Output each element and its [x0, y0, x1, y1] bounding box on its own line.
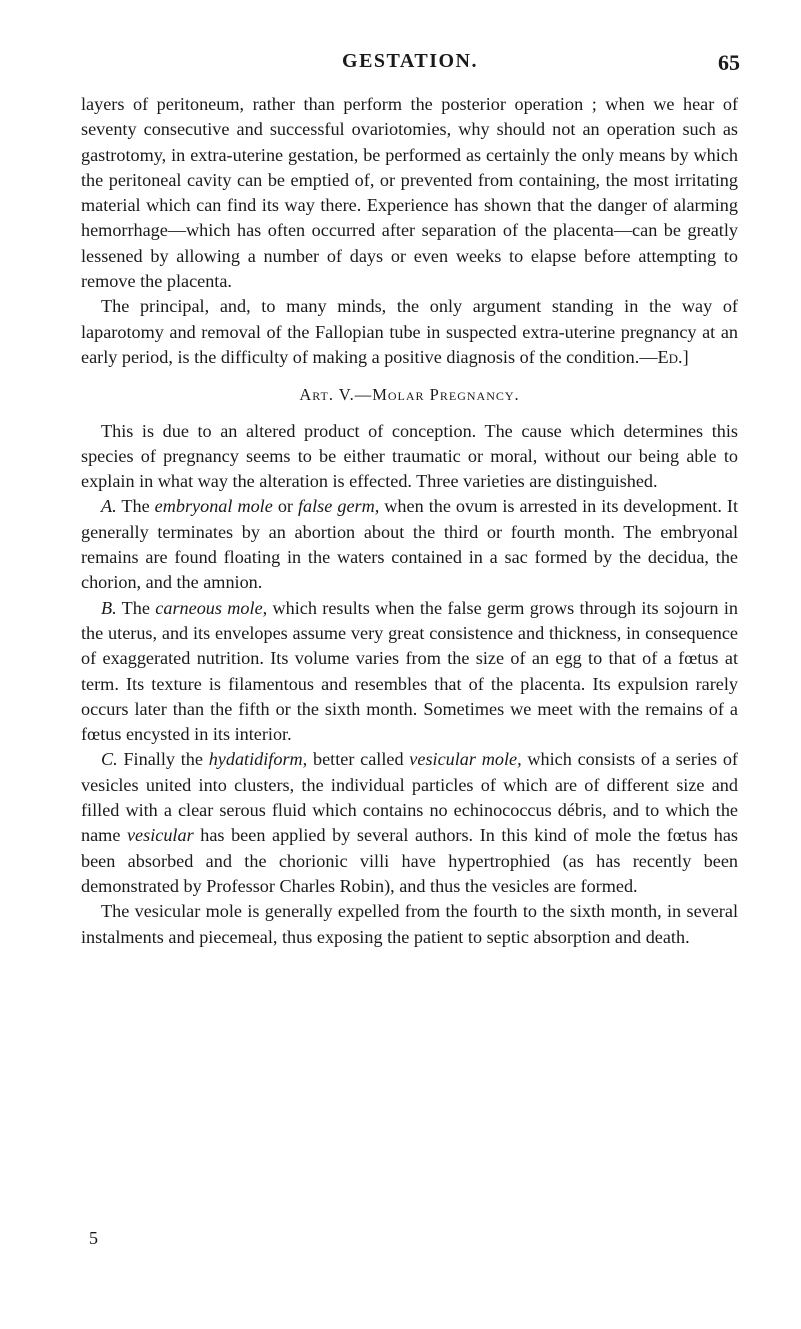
paragraph-text: has been applied by several authors. In this kind of mole the fœtus has been absorbed and the chorionic villi have hypertrophied (as has recently been demonstrated by Professor Charles Robin), and thus the vesicles are formed.: [81, 825, 738, 896]
paragraph-variety-a: [81, 494, 738, 595]
paragraph-intro: [81, 419, 738, 495]
term-text: The: [121, 496, 155, 517]
variety-label: C.: [101, 749, 118, 770]
signature-mark: 5: [89, 1228, 98, 1248]
connector: Finally the: [117, 749, 209, 770]
paragraph-variety-b: [81, 596, 738, 748]
variety-label: A.: [101, 496, 117, 517]
paragraph-text: which consists of a series of vesicles united into clusters, the individual particles of which are of different size and filled with a clear serous fluid which contains no echinococcus débris, and to which the name: [81, 749, 738, 846]
connector: The: [116, 597, 156, 618]
section-heading: Art. V.—Molar Pregnancy.: [299, 385, 520, 405]
term-embryonal-mole: embryonal mole: [154, 496, 273, 517]
running-title: GESTATION.: [342, 50, 478, 72]
connector: or: [272, 496, 298, 517]
editor-abbrev: Ed.: [657, 346, 683, 367]
term-vesicular-mole: vesicular mole,: [409, 749, 522, 770]
paragraph-variety-c: [81, 747, 738, 899]
body-text: [81, 92, 738, 950]
term-carneous-mole: carneous mole,: [155, 597, 268, 618]
paragraph-editor-note: [81, 294, 738, 370]
paragraph-text: The principal, and, to many minds, the only argument standing in the way of laparotomy and removal of the Fallopian tube in suspected extra-uterine pregnancy at an early period, is the difficulty of making a positive diagnosis of the condition.—: [81, 296, 738, 367]
paragraph-continuation: [81, 92, 738, 294]
closing-bracket: ]: [682, 346, 689, 367]
term-false-germ: false germ,: [297, 496, 380, 517]
term-vesicular: vesicular: [126, 825, 194, 846]
paragraph-text: when the ovum is arrested in its development. It generally terminates by an abortion about the third or fourth month. The embryonal remains are found floating in the waters contained in a sac formed by the decidua, the chorion, and the amnion.: [81, 496, 739, 593]
running-head: [80, 50, 740, 80]
page-number: 65: [718, 50, 740, 75]
connector: better called: [307, 749, 410, 770]
paragraph-last: [81, 899, 738, 950]
paragraph-text: which results when the false germ grows through its sojourn in the uterus, and its envelopes assume very great consistence and thickness, in consequence of exaggerated nutrition. Its volume varies from the size of an egg to that of a fœtus at term. Its texture is filamentous and resembles that of the placenta. Its expulsion rarely occurs later than the fifth or the sixth month. Sometimes we meet with the remains of a fœtus encysted in its interior.: [81, 597, 738, 745]
paragraph-text: layers of peritoneum, rather than perform the posterior operation ; when we hear of seventy consecutive and successful ovariotomies, why should not an operation such as gastrotomy, in extra-uterine gestation, be performed as certainly the only means by which the peritoneal cavity can be emptied of, or prevented from containing, the most irritating material which can find its way there. Experience has shown that the danger of alarming hemorrhage—which has often occurred after separation of the placenta—can be greatly lessened by allowing a number of days or even weeks to elapse before attempting to remove the placenta.: [81, 94, 738, 292]
variety-label: B.: [101, 597, 117, 618]
term-hydatidiform: hydatidiform,: [208, 749, 308, 770]
paragraph-text: The vesicular mole is generally expelled from the fourth to the sixth month, in several instalments and piecemeal, thus exposing the patient to septic absorption and death.: [81, 901, 738, 947]
paragraph-text: This is due to an altered product of conception. The cause which determines this species of pregnancy seems to be either traumatic or moral, without our being able to explain in what way the alteration is effected. Three varieties are distinguished.: [81, 420, 738, 492]
